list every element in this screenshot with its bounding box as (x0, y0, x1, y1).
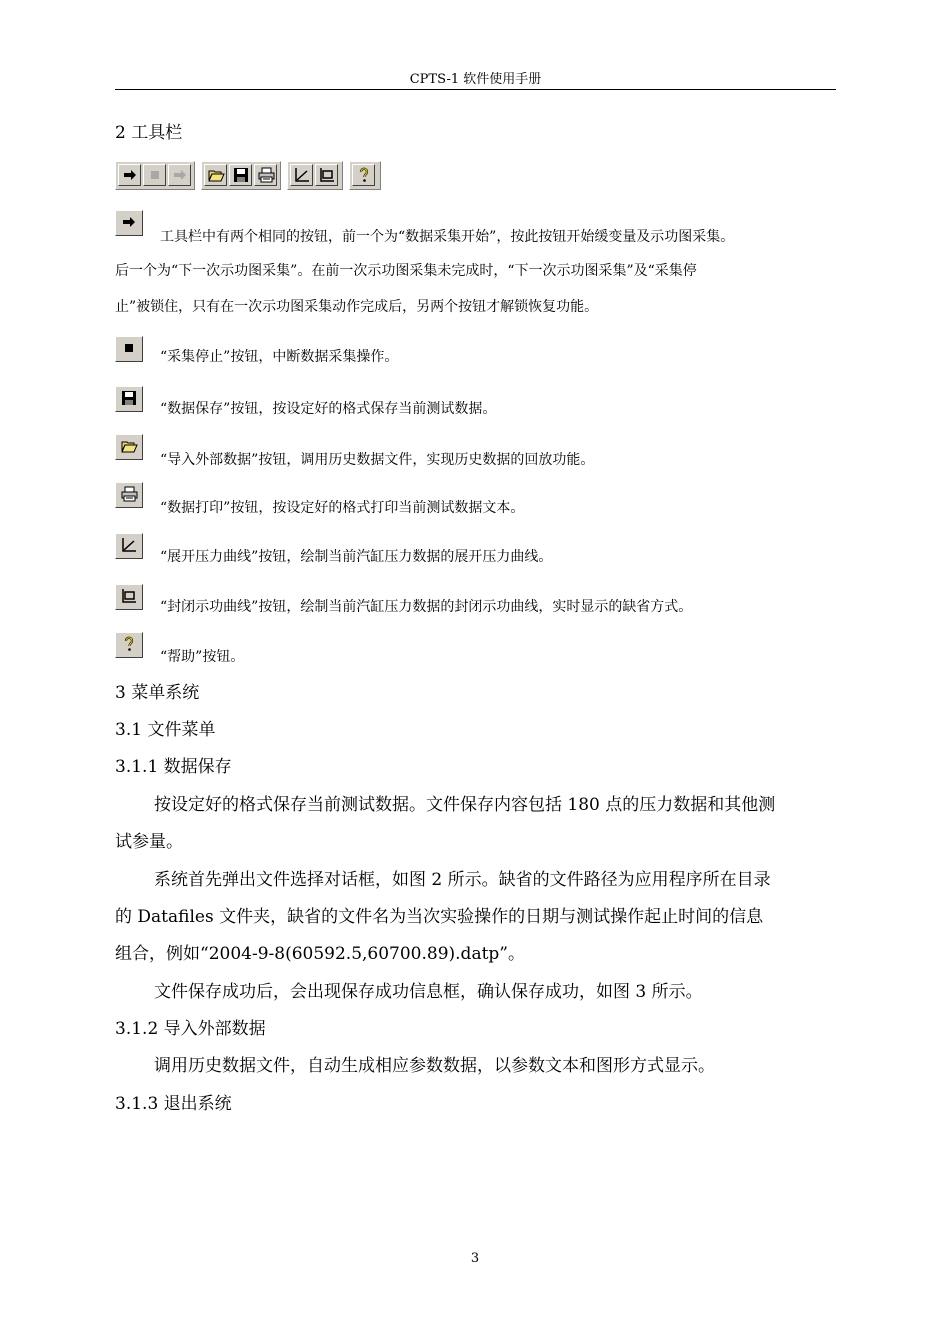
page-header: CPTS-1 软件使用手册 (409, 72, 542, 87)
printer-icon[interactable] (254, 164, 277, 186)
stop-button-description: “采集停止”按钮，中断数据采集操作。 (160, 349, 399, 365)
help-button-description: “帮助”按钮。 (160, 649, 245, 665)
section-3-1-2-title: 3.1.2 导入外部数据 (115, 1019, 266, 1039)
paragraph-import-line1: 调用历史数据文件，自动生成相应参数数据，以参数文本和图形方式显示。 (154, 1056, 715, 1076)
section-3-1-3-title: 3.1.3 退出系统 (115, 1094, 232, 1114)
print-button-description: “数据打印”按钮，按设定好的格式打印当前测试数据文本。 (160, 500, 525, 516)
paragraph-dialog-line1: 系统首先弹出文件选择对话框，如图 2 所示。缺省的文件路径为应用程序所在目录 (154, 870, 771, 890)
floppy-save-icon (115, 386, 143, 412)
help-icon (115, 632, 143, 658)
toolbar-group-acquire (115, 161, 195, 190)
toolbar-group-help (349, 161, 381, 190)
section-3-1-1-title: 3.1.1 数据保存 (115, 757, 232, 777)
import-button-description: “导入外部数据”按钮，调用历史数据文件，实现历史数据的回放功能。 (160, 452, 595, 468)
open-folder-icon (115, 434, 143, 460)
help-icon[interactable] (352, 164, 375, 186)
closed-curve-icon (115, 584, 143, 610)
section-2-title: 2 工具栏 (115, 123, 183, 143)
paragraph-dialog-line2: 的 Datafiles 文件夹，缺省的文件名为当次实验操作的日期与测试操作起止时间的信息 (115, 907, 764, 927)
closed-curve-button-description: “封闭示功曲线”按钮，绘制当前汽缸压力数据的封闭示功曲线，实时显示的缺省方式。 (160, 599, 693, 615)
stop-icon[interactable] (143, 164, 166, 186)
toolbar-group-curve (287, 161, 343, 190)
arrow-right-disabled-icon[interactable] (168, 164, 191, 186)
curve-expand-icon[interactable] (290, 164, 313, 186)
arrow-button-description-line2: 后一个为“下一次示功图采集”。在前一次示功图采集未完成时，“下一次示功图采集”及“采集停 (115, 263, 697, 279)
paragraph-save-line1: 按设定好的格式保存当前测试数据。文件保存内容包括 180 点的压力数据和其他测 (154, 795, 776, 815)
open-folder-icon[interactable] (204, 164, 227, 186)
paragraph-success-line1: 文件保存成功后，会出现保存成功信息框，确认保存成功，如图 3 所示。 (154, 982, 703, 1002)
closed-curve-icon[interactable] (315, 164, 338, 186)
arrow-button-description-line1: 工具栏中有两个相同的按钮，前一个为“数据采集开始”，按此按钮开始缓变量及示功图采集。 (160, 229, 735, 245)
save-button-description: “数据保存”按钮，按设定好的格式保存当前测试数据。 (160, 401, 497, 417)
arrow-button-description-line3: 止”被锁住，只有在一次示功图采集动作完成后，另两个按钮才解锁恢复功能。 (115, 299, 599, 315)
floppy-save-icon[interactable] (229, 164, 252, 186)
arrow-right-icon (115, 210, 143, 236)
arrow-right-icon[interactable] (118, 164, 141, 186)
page-number: 3 (470, 1251, 480, 1266)
paragraph-dialog-line3: 组合，例如“2004-9-8(60592.5,60700.89).datp”。 (115, 944, 525, 964)
expand-curve-button-description: “展开压力曲线”按钮，绘制当前汽缸压力数据的展开压力曲线。 (160, 549, 553, 565)
header-rule (115, 89, 836, 90)
section-3-title: 3 菜单系统 (115, 683, 200, 703)
section-3-1-title: 3.1 文件菜单 (115, 720, 216, 740)
paragraph-save-line2: 试参量。 (115, 832, 183, 852)
printer-icon (115, 482, 143, 508)
curve-expand-icon (115, 533, 143, 559)
stop-icon (115, 336, 143, 362)
toolbar-group-file (201, 161, 281, 190)
